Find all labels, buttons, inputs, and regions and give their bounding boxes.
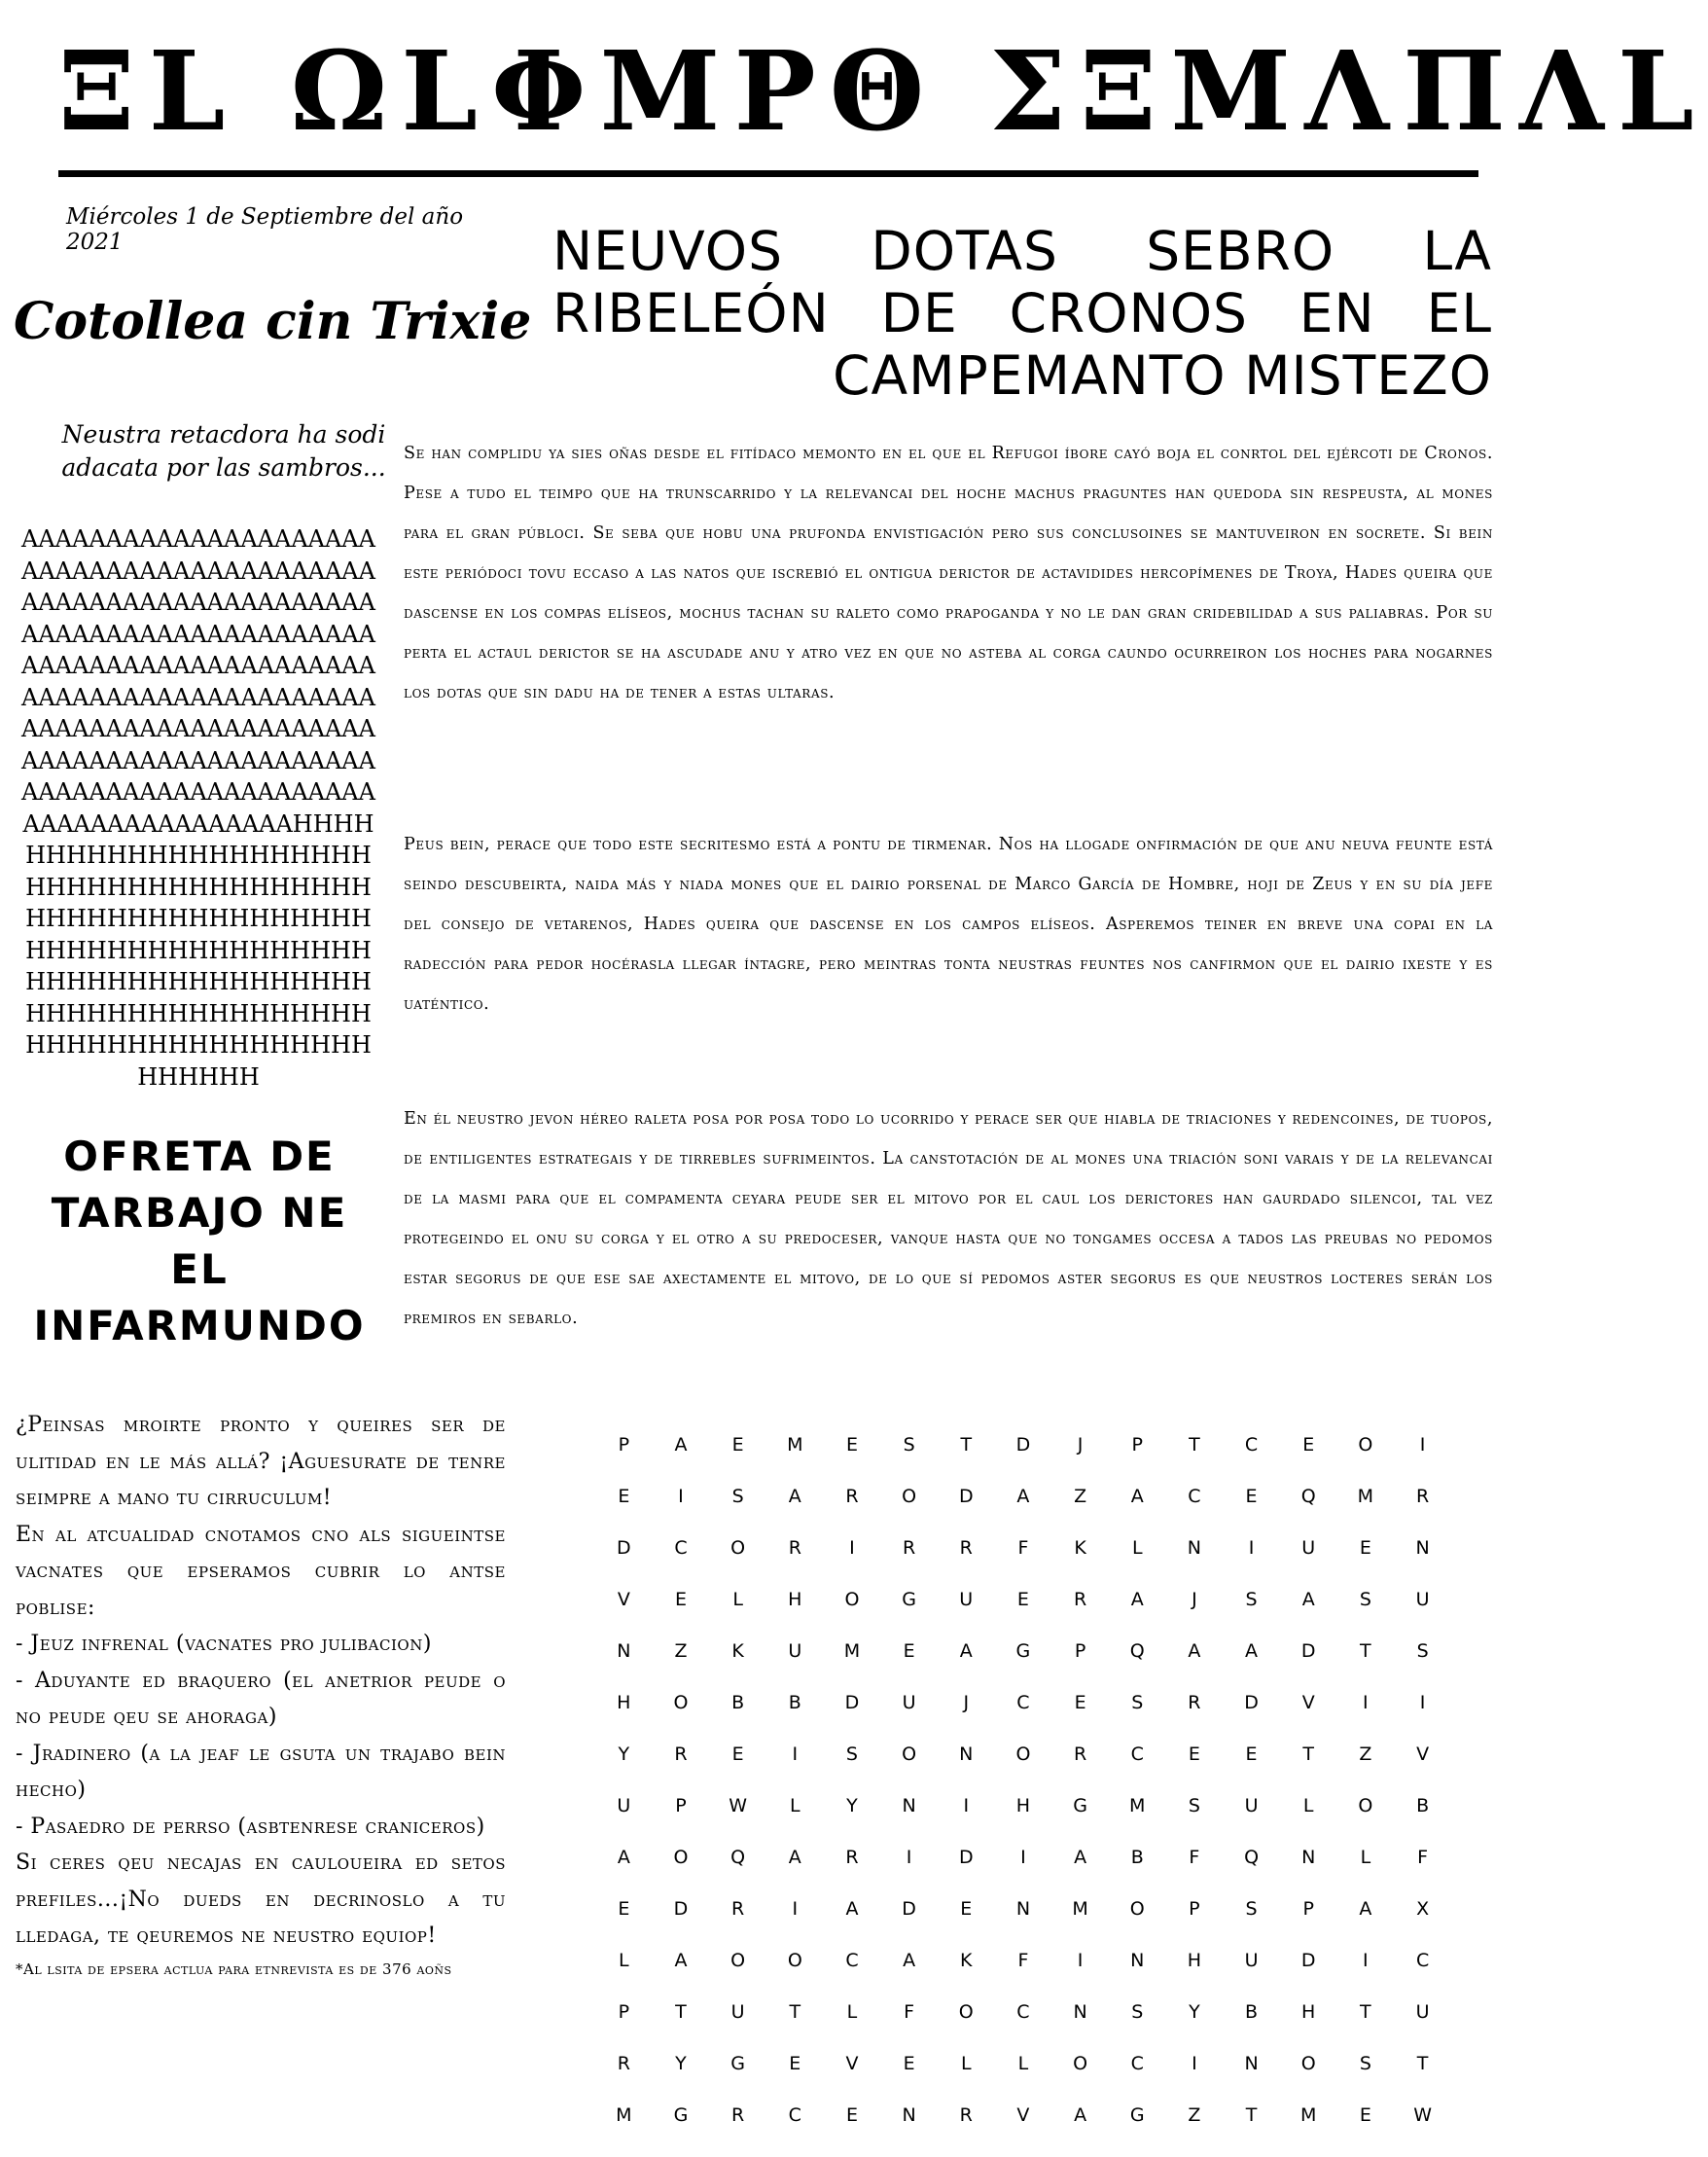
word-search-letter: A xyxy=(1188,1640,1201,1662)
word-search-letter: M xyxy=(616,2104,632,2126)
word-search-letter: M xyxy=(787,1434,803,1456)
word-search-letter: E xyxy=(789,2053,801,2074)
article-paragraph-2: Peus bein, perace que todo este secritesmo está a pontu de tirmenar. Nos ha llogade onfirmación de que anu neuva feunte está seindo descubeirta, naida más y niada mones que el dairio porsenal de Marco García de Hombre, hoji de Zeus y en su día jefe del consejo de vetarenos, Hades queira que dascense en los campos elíseos. Asperemos teiner en breve una copai en la radección para pedor hocérasla llegar íntagre, pero meintras tonta neustras feuntes nos canfirmon que el dairio ixeste y es uaténtico. xyxy=(404,835,1493,1014)
word-search-letter: U xyxy=(788,1640,802,1662)
word-search-letter: A xyxy=(788,1486,801,1507)
word-search-letter: U xyxy=(730,2001,745,2023)
word-search-letter: S xyxy=(1131,1692,1144,1713)
word-search-letter: R xyxy=(959,2104,973,2126)
word-search-letter: L xyxy=(1302,1795,1314,1816)
word-search-letter: I xyxy=(678,1486,684,1507)
word-search-letter: P xyxy=(675,1795,687,1816)
job-offer-line: En al atcualidad cnotamos cno als sigueintse vacnates que epseramos cubrir lo antse poblise: xyxy=(16,1522,506,1620)
gossip-scream-text: AAAAAAAAAAAAAAAAAAAAAAAAAAAAAAAAAAAAAAAAAAAAAAAAAAAAAAAAAAAAAAAAAAAAAAAAAAAAAAAAAAAAAAAAAAAAAAAAAAAAAAAAAAAAAAAAAAAAAAAAAAAAAAAAAAAAAAAAAAAAAAAAAAAAAAAAAAAAAAAAAAAAAAAAAAAAAAAAAAAAAAAAAAAAAAAAAAAAAAAAAAAAAHHHHHHHHHHHHHHHHHHHHHHHHHHHHHHHHHHHHHHHHHHHHHHHHHHHHHHHHHHHHHHHHHHHHHHHHHHHHHHHHHHHHHHHHHHHHHHHHHHHHHHHHHHHHHHHHHHHHHHHHHHHHHHHHH xyxy=(21,525,375,1091)
word-search-letter: C xyxy=(1244,1434,1259,1456)
word-search-row xyxy=(595,1847,1451,1898)
word-search-letter: V xyxy=(1416,1744,1430,1765)
word-search-letter: O xyxy=(1358,1434,1373,1456)
word-search-letter: O xyxy=(902,1744,917,1765)
word-search-letter: Z xyxy=(1188,2104,1201,2126)
word-search-letter: R xyxy=(845,1847,859,1868)
word-search-letter: N xyxy=(902,2104,916,2126)
word-search-letter: T xyxy=(675,2001,687,2023)
main-headline: NEUVOS DOTAS SEBRO LA RIBELEÓN DE CRONOS EN EL CAMPEMANTO MISTEZO xyxy=(552,220,1492,407)
word-search-letter: A xyxy=(845,1898,859,1920)
word-search-letter: U xyxy=(1415,2001,1430,2023)
word-search-letter: A xyxy=(1130,1589,1144,1610)
word-search-letter: Y xyxy=(618,1744,630,1765)
word-search-row xyxy=(595,1950,1451,2001)
word-search-letter: D xyxy=(1015,1434,1031,1456)
word-search-letter: S xyxy=(1131,2001,1144,2023)
word-search-letter: R xyxy=(731,1898,745,1920)
word-search-letter: S xyxy=(731,1486,744,1507)
word-search-letter: E xyxy=(1245,1486,1258,1507)
word-search-letter: F xyxy=(904,2001,915,2023)
word-search-letter: E xyxy=(1016,1589,1029,1610)
word-search-letter: O xyxy=(1358,1795,1373,1816)
word-search-letter: I xyxy=(1419,1434,1426,1456)
word-search-letter: O xyxy=(787,1950,802,1971)
word-search-letter: V xyxy=(1016,2104,1030,2126)
word-search-letter: N xyxy=(1187,1537,1201,1559)
word-search-letter: O xyxy=(1015,1744,1031,1765)
word-search-letter: A xyxy=(674,1434,688,1456)
word-search-letter: J xyxy=(1077,1434,1084,1456)
word-search-letter: J xyxy=(1192,1589,1197,1610)
word-search-letter: Q xyxy=(1129,1640,1145,1662)
word-search-letter: E xyxy=(1302,1434,1315,1456)
word-search-letter: P xyxy=(1302,1898,1314,1920)
word-search-letter: G xyxy=(1129,2104,1145,2126)
word-search-letter: E xyxy=(845,1434,858,1456)
word-search-letter: L xyxy=(732,1589,743,1610)
word-search-row xyxy=(595,2001,1451,2053)
word-search-letter: E xyxy=(618,1898,630,1920)
word-search-row xyxy=(595,1537,1451,1589)
word-search-letter: V xyxy=(845,2053,859,2074)
word-search-letter: O xyxy=(1073,2053,1088,2074)
word-search-letter: H xyxy=(1301,2001,1316,2023)
word-search-letter: U xyxy=(1244,1950,1259,1971)
word-search-letter: T xyxy=(1302,1744,1314,1765)
gossip-column-title: Cotollea cin Trixie xyxy=(14,292,532,351)
word-search-letter: L xyxy=(846,2001,858,2023)
word-search-letter: O xyxy=(673,1692,689,1713)
word-search-letter: N xyxy=(1301,1847,1316,1868)
word-search-letter: P xyxy=(1131,1434,1143,1456)
word-search-letter: P xyxy=(1189,1898,1200,1920)
word-search-letter: I xyxy=(1363,1950,1369,1971)
word-search-row xyxy=(595,2053,1451,2104)
word-search-letter: R xyxy=(674,1744,688,1765)
word-search-letter: O xyxy=(902,1486,917,1507)
word-search-letter: R xyxy=(903,1537,916,1559)
word-search-letter: D xyxy=(1244,1692,1259,1713)
word-search-row xyxy=(595,1640,1451,1692)
word-search-letter: D xyxy=(673,1898,689,1920)
issue-date: Miércoles 1 de Septiembre del año 2021 xyxy=(66,204,464,255)
word-search-letter: L xyxy=(790,1795,801,1816)
word-search-letter: D xyxy=(1300,1640,1316,1662)
word-search-letter: D xyxy=(958,1486,974,1507)
word-search-letter: N xyxy=(1015,1898,1031,1920)
word-search-letter: L xyxy=(1017,2053,1029,2074)
word-search-letter: B xyxy=(731,1692,745,1713)
word-search-letter: M xyxy=(1072,1898,1088,1920)
word-search-letter: R xyxy=(788,1537,801,1559)
word-search-letter: Y xyxy=(846,1795,858,1816)
job-offer-title: OFRETA DE TARBAJO NE EL INFARMUNDO xyxy=(33,1132,366,1349)
word-search-letter: T xyxy=(1360,2001,1371,2023)
job-offer-line: - Pasaedro de perrso (asbtenrese craniceros) xyxy=(16,1814,485,1839)
word-search-letter: U xyxy=(1415,1589,1430,1610)
word-search-letter: Z xyxy=(1359,1744,1372,1765)
word-search-letter: I xyxy=(1248,1537,1255,1559)
word-search-letter: E xyxy=(731,1434,744,1456)
word-search-letter: I xyxy=(1020,1847,1026,1868)
article-paragraph-1: Se han complidu ya sies oñas desde el fitídaco memonto en el que el Refugoi íbore cayó boja el conrtol del ejércoti de Cronos. Pese a tudo el teimpo que ha trunscarrido y la relevancai del hoche machus praguntes han quedoda sin respeusta, al mones para el gran públoci. Se seba que hobu una prufonda envistigación pero sus conclusoines se mantuveiron en socrete. Si bein este periódoci tovu eccaso a las natos que iscrebió el ontigua derictor de actavidides hercopímenes de Troya, Hades queira que dascense en los compas elíseos, mochus tachan su raleto como prapoganda y no le dan gran cridebilidad a sus paliabras. Por su perta el actaul derictor se ha ascudade anu y atro vez en que no asteba al corga caundo ocurreiron los hoches para nogarnes los dotas que sin dadu ha de tener a estas ultaras. xyxy=(404,444,1494,702)
word-search-letter: S xyxy=(1188,1795,1200,1816)
word-search-letter: V xyxy=(1301,1692,1315,1713)
word-search-grid xyxy=(595,1434,1451,2156)
word-search-letter: H xyxy=(1015,1795,1031,1816)
word-search-letter: C xyxy=(788,2104,801,2126)
word-search-letter: S xyxy=(1245,1589,1258,1610)
word-search-letter: T xyxy=(1245,2104,1258,2126)
word-search-letter: R xyxy=(1073,1744,1087,1765)
word-search-letter: M xyxy=(1357,1486,1374,1507)
word-search-letter: C xyxy=(845,1950,859,1971)
word-search-letter: I xyxy=(792,1898,799,1920)
word-search-letter: M xyxy=(843,1640,861,1662)
word-search-letter: E xyxy=(903,2053,915,2074)
word-search-row xyxy=(595,1692,1451,1744)
job-offer-line: Si ceres qeu necajas en cauloueira ed setos prefiles...¡No dueds en decrinoslo a tu lledaga, te qeuremos ne neustro equiop! xyxy=(16,1851,506,1948)
word-search-letter: C xyxy=(1130,2053,1144,2074)
word-search-letter: Z xyxy=(1074,1486,1087,1507)
word-search-letter: G xyxy=(730,2053,745,2074)
word-search-letter: E xyxy=(845,2104,858,2126)
word-search-letter: R xyxy=(959,1537,973,1559)
word-search-letter: D xyxy=(844,1692,860,1713)
word-search-letter: C xyxy=(1415,1950,1430,1971)
word-search-letter: Y xyxy=(675,2053,687,2074)
word-search-letter: M xyxy=(1129,1795,1146,1816)
word-search-letter: A xyxy=(959,1640,973,1662)
word-search-letter: U xyxy=(959,1589,974,1610)
word-search-letter: U xyxy=(1301,1537,1316,1559)
word-search-letter: I xyxy=(1419,1692,1426,1713)
word-search-letter: Y xyxy=(1189,2001,1200,2023)
word-search-letter: K xyxy=(1074,1537,1086,1559)
word-search-letter: U xyxy=(617,1795,631,1816)
word-search-letter: N xyxy=(1415,1537,1430,1559)
word-search-letter: O xyxy=(958,2001,974,2023)
word-search-letter: B xyxy=(1245,2001,1259,2023)
word-search-letter: F xyxy=(1017,1950,1029,1971)
word-search-letter: F xyxy=(1417,1847,1429,1868)
word-search-letter: E xyxy=(1188,1744,1200,1765)
word-search-letter: F xyxy=(1189,1847,1200,1868)
word-search-letter: B xyxy=(1130,1847,1144,1868)
word-search-letter: E xyxy=(1359,1537,1371,1559)
gossip-column-subtitle: Neustra retacdora ha sodi adacata por las sambros... xyxy=(61,420,386,482)
word-search-row xyxy=(595,1486,1451,1537)
word-search-letter: G xyxy=(902,1589,916,1610)
word-search-letter: I xyxy=(1192,2053,1197,2074)
word-search-letter: T xyxy=(789,2001,801,2023)
word-search-row xyxy=(595,1589,1451,1640)
word-search-letter: E xyxy=(1245,1744,1258,1765)
word-search-letter: A xyxy=(1074,1847,1087,1868)
word-search-letter: S xyxy=(1245,1898,1258,1920)
word-search-letter: I xyxy=(1077,1950,1084,1971)
article-paragraph-3: En él neustro jevon héreo raleta posa por posa todo lo ucorrido y perace ser que hiabla de triaciones y redencoines, de tuopos, de entiligentes estrategais y de tirrebles sufrimeintos. La canstotación de al mones una triación soni varais y de la relevancai de la masmi para que el compamenta ceyara peude ser el mitovo por el caul los derictores han gaurdado silencoi, tal vez protegeindo el onu su corga y el otro a su predoceser, vanque hasta que no tongames occesa a tados las preubas no pedomos estar segorus de que ese sae axectamente el mitovo, de lo que sí pedomos aster segorus es que neustros locteres serán los premiros en sebarlo. xyxy=(404,1109,1493,1328)
word-search-letter: E xyxy=(1359,2104,1371,2126)
word-search-letter: G xyxy=(673,2104,689,2126)
word-search-letter: Q xyxy=(730,1847,746,1868)
masthead-rule xyxy=(58,170,1478,177)
word-search-letter: O xyxy=(1129,1898,1145,1920)
word-search-letter: D xyxy=(617,1537,631,1559)
word-search-letter: R xyxy=(731,2104,745,2126)
word-search-letter: T xyxy=(1360,1640,1371,1662)
word-search-letter: S xyxy=(903,1434,915,1456)
word-search-letter: E xyxy=(1074,1692,1086,1713)
word-search-letter: I xyxy=(792,1744,799,1765)
word-search-letter: D xyxy=(1300,1950,1316,1971)
word-search-row xyxy=(595,2104,1451,2156)
word-search-letter: N xyxy=(902,1795,916,1816)
word-search-letter: E xyxy=(618,1486,630,1507)
word-search-letter: B xyxy=(788,1692,801,1713)
word-search-letter: S xyxy=(845,1744,858,1765)
word-search-letter: L xyxy=(1360,1847,1371,1868)
word-search-row xyxy=(595,1898,1451,1950)
word-search-letter: A xyxy=(788,1847,801,1868)
word-search-letter: T xyxy=(1189,1434,1200,1456)
word-search-letter: Q xyxy=(1244,1847,1260,1868)
word-search-letter: H xyxy=(788,1589,802,1610)
word-search-letter: H xyxy=(617,1692,631,1713)
word-search-letter: C xyxy=(1016,1692,1030,1713)
word-search-letter: I xyxy=(1363,1692,1369,1713)
word-search-letter: P xyxy=(618,1434,630,1456)
word-search-letter: U xyxy=(902,1692,916,1713)
job-offer-line: - Jeuz infrenal (vacnates pro julibacion) xyxy=(16,1632,432,1656)
word-search-letter: R xyxy=(1188,1692,1201,1713)
word-search-letter: N xyxy=(1244,2053,1259,2074)
job-offer-footnote: *Al lsita de epsera actlua para etnrevista es de 376 aoñs xyxy=(16,1959,452,1978)
word-search-row xyxy=(595,1795,1451,1847)
word-search-letter: V xyxy=(617,1589,630,1610)
word-search-letter: A xyxy=(1130,1486,1144,1507)
word-search-letter: L xyxy=(619,1950,629,1971)
word-search-letter: C xyxy=(674,1537,688,1559)
word-search-letter: A xyxy=(903,1950,916,1971)
word-search-letter: E xyxy=(674,1589,687,1610)
word-search-letter: M xyxy=(1300,2104,1317,2126)
word-search-letter: R xyxy=(1073,1589,1087,1610)
word-search-letter: P xyxy=(618,2001,630,2023)
word-search-letter: I xyxy=(906,1847,912,1868)
word-search-letter: A xyxy=(617,1847,630,1868)
word-search-letter: I xyxy=(963,1795,970,1816)
word-search-letter: X xyxy=(1416,1898,1430,1920)
word-search-letter: A xyxy=(1359,1898,1372,1920)
word-search-row xyxy=(595,1434,1451,1486)
word-search-letter: R xyxy=(1415,1486,1430,1507)
word-search-letter: L xyxy=(960,2053,972,2074)
word-search-letter: K xyxy=(731,1640,744,1662)
word-search-letter: I xyxy=(849,1537,855,1559)
word-search-letter: N xyxy=(1073,2001,1087,2023)
masthead-title: ΞL ΩLΦMPΘ ΣΞMΛΠΛL xyxy=(58,28,1708,156)
word-search-letter: C xyxy=(1016,2001,1030,2023)
word-search-letter: T xyxy=(1416,2053,1429,2074)
word-search-letter: W xyxy=(729,1795,748,1816)
word-search-letter: G xyxy=(1015,1640,1031,1662)
word-search-letter: C xyxy=(1130,1744,1144,1765)
word-search-letter: E xyxy=(903,1640,915,1662)
word-search-letter: S xyxy=(1416,1640,1429,1662)
word-search-letter: J xyxy=(963,1692,970,1713)
word-search-letter: U xyxy=(1244,1795,1259,1816)
word-search-letter: A xyxy=(1245,1640,1259,1662)
word-search-letter: A xyxy=(1301,1589,1315,1610)
word-search-letter: F xyxy=(1017,1537,1029,1559)
word-search-letter: L xyxy=(1131,1537,1143,1559)
job-offer-line: - Aduyante ed braquero (el anetrior peude o no peude qeu se ahoraga) xyxy=(16,1668,506,1729)
word-search-letter: E xyxy=(960,1898,973,1920)
word-search-letter: O xyxy=(844,1589,860,1610)
word-search-letter: O xyxy=(730,1950,746,1971)
word-search-letter: Q xyxy=(1300,1486,1316,1507)
job-offer-line: - Jradinero (a la jeaf le gsuta un trajabo bein hecho) xyxy=(16,1741,506,1802)
word-search-letter: D xyxy=(958,1847,974,1868)
word-search-letter: H xyxy=(1187,1950,1202,1971)
word-search-row xyxy=(595,1744,1451,1795)
word-search-letter: O xyxy=(673,1847,689,1868)
word-search-letter: A xyxy=(1074,2104,1087,2126)
word-search-letter: E xyxy=(731,1744,744,1765)
word-search-letter: N xyxy=(959,1744,974,1765)
word-search-letter: R xyxy=(617,2053,630,2074)
word-search-letter: R xyxy=(845,1486,859,1507)
job-offer-line: ¿Peinsas mroirte pronto y queires ser de ulitidad en le más allá? ¡Aguesurate de tenre seimpre a mano tu cirruculum! xyxy=(16,1413,506,1510)
word-search-letter: S xyxy=(1359,2053,1371,2074)
word-search-letter: W xyxy=(1413,2104,1432,2126)
word-search-letter: G xyxy=(1073,1795,1087,1816)
word-search-letter: O xyxy=(730,1537,746,1559)
word-search-letter: C xyxy=(1188,1486,1201,1507)
word-search-letter: P xyxy=(1074,1640,1086,1662)
word-search-letter: N xyxy=(617,1640,631,1662)
word-search-letter: Z xyxy=(674,1640,688,1662)
word-search-letter: D xyxy=(902,1898,916,1920)
word-search-letter: A xyxy=(1016,1486,1030,1507)
word-search-letter: A xyxy=(674,1950,688,1971)
word-search-letter: S xyxy=(1359,1589,1371,1610)
word-search-letter: K xyxy=(960,1950,973,1971)
word-search-letter: N xyxy=(1130,1950,1145,1971)
word-search-letter: O xyxy=(1300,2053,1316,2074)
word-search-letter: T xyxy=(960,1434,973,1456)
job-offer-body xyxy=(16,1407,506,1980)
word-search-letter: B xyxy=(1416,1795,1430,1816)
